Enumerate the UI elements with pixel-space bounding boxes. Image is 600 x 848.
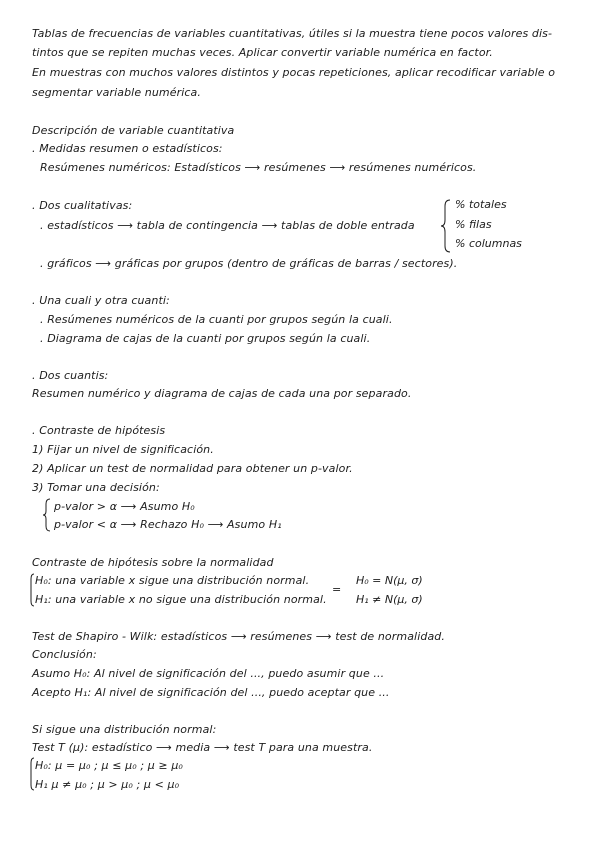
medidas-line: . Medidas resumen o estadísticos: <box>32 142 223 155</box>
conclusion-label: Conclusión: <box>32 648 97 661</box>
cuantis-line-1: Resumen numérico y diagrama de cajas de cada una por separado. <box>32 387 412 400</box>
cuali-estadisticos-line: . estadísticos ⟶ tabla de contingencia ⟶ tablas de doble entrada <box>40 219 415 232</box>
section-title-contraste: . Contraste de hipótesis <box>32 424 166 437</box>
step-3: 3) Tomar una decisión: <box>32 481 160 494</box>
intro-line-1: Tablas de frecuencias de variables cuantitativas, útiles si la muestra tiene pocos valores dis- <box>32 27 553 40</box>
step-2: 2) Aplicar un test de normalidad para obtener un p-valor. <box>32 462 353 475</box>
acepto-line: Acepto H₁: Al nivel de significación del ..., puedo aceptar que ... <box>32 686 390 699</box>
intro-line-4: segmentar variable numérica. <box>32 86 201 99</box>
equals-sign: = <box>332 583 342 596</box>
curly-brace-icon <box>42 498 52 532</box>
section-title-cualitativas: . Dos cualitativas: <box>32 199 133 212</box>
mix-line-2: . Diagrama de cajas de la cuanti por grupos según la cuali. <box>40 332 371 345</box>
section-title-normalidad: Contraste de hipótesis sobre la normalidad <box>32 556 274 569</box>
intro-line-2: tintos que se repiten muchas veces. Aplicar convertir variable numérica en factor. <box>32 46 493 59</box>
decision-1: p-valor > α ⟶ Asumo H₀ <box>54 500 195 513</box>
section-title-cuantis: . Dos cuantis: <box>32 369 109 382</box>
formula-h1: H₁ ≠ N(μ, σ) <box>356 593 423 606</box>
ttest-title: Si sigue una distribución normal: <box>32 723 217 736</box>
intro-line-3: En muestras con muchos valores distintos y pocas repeticiones, aplicar recodificar variable o <box>32 66 556 79</box>
asumo-line: Asumo H₀: Al nivel de significación del ..., puedo asumir que ... <box>32 667 385 680</box>
resumenes-line: Resúmenes numéricos: Estadísticos ⟶ resúmenes ⟶ resúmenes numéricos. <box>40 161 477 174</box>
shapiro-title: Test de Shapiro - Wilk: estadísticos ⟶ resúmenes ⟶ test de normalidad. <box>32 630 445 643</box>
section-title-mixta: . Una cuali y otra cuanti: <box>32 294 170 307</box>
curly-brace-icon <box>440 198 452 254</box>
decision-2: p-valor < α ⟶ Rechazo H₀ ⟶ Asumo H₁ <box>54 518 282 531</box>
formula-h0: H₀ = N(μ, σ) <box>356 574 423 587</box>
option-filas: % filas <box>455 218 492 231</box>
normal-h0: H₀: una variable x sigue una distribución normal. <box>35 574 310 587</box>
option-columnas: % columnas <box>455 237 522 250</box>
option-totales: % totales <box>455 198 507 211</box>
cuali-graficos-line: . gráficos ⟶ gráficas por grupos (dentro de gráficas de barras / sectores). <box>40 257 458 270</box>
step-1: 1) Fijar un nivel de significación. <box>32 443 214 456</box>
section-title-descripcion: Descripción de variable cuantitativa <box>32 124 235 137</box>
ttest-line: Test T (μ): estadístico ⟶ media ⟶ test T para una muestra. <box>32 741 373 754</box>
mix-line-1: . Resúmenes numéricos de la cuanti por grupos según la cuali. <box>40 313 393 326</box>
ttest-h0: H₀: μ = μ₀ ; μ ≤ μ₀ ; μ ≥ μ₀ <box>35 759 183 772</box>
ttest-h1: H₁ μ ≠ μ₀ ; μ > μ₀ ; μ < μ₀ <box>35 778 180 791</box>
normal-h1: H₁: una variable x no sigue una distribución normal. <box>35 593 327 606</box>
